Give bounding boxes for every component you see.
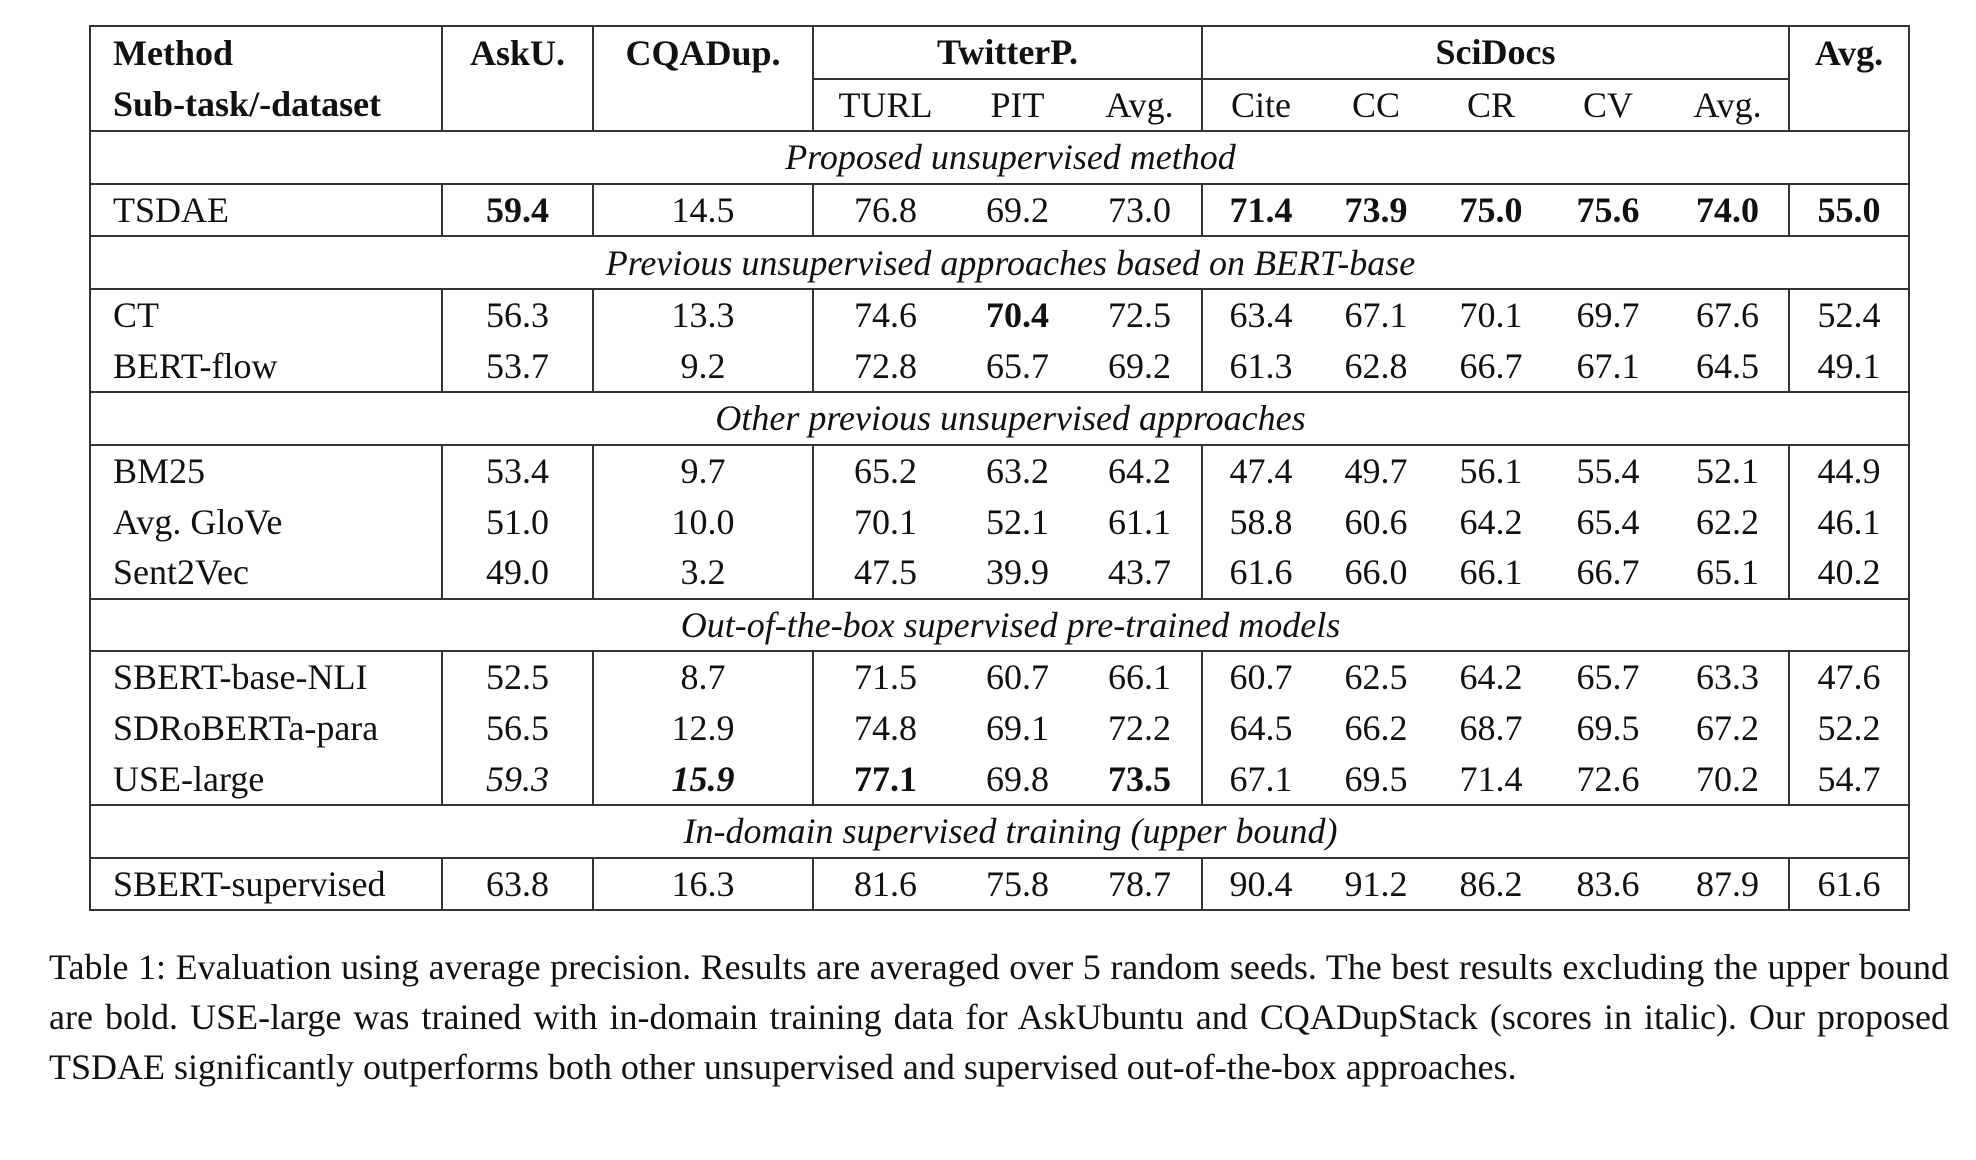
results-table [89,25,1910,911]
header-row-1 [90,26,1909,79]
method-name: BERT-flow [90,341,442,393]
score-cell: 66.0 [1319,547,1433,599]
section-header-row [90,236,1909,289]
section-header-row [90,392,1909,445]
method-name: USE-large [90,753,442,805]
score-cell: 76.8 [813,184,957,237]
table-row [90,703,1909,754]
score-cell: 49.7 [1344,451,1408,492]
score-cell: 67.1 [1344,295,1408,336]
score-cell: 61.6 [1789,858,1909,911]
header-row-2 [90,79,1909,132]
header-cite: Cite [1202,79,1319,132]
section-title: Proposed unsupervised method [90,131,1909,184]
score-cell: 52.5 [442,651,593,703]
score-cell: 60.7 [986,657,1049,698]
score-cell: 67.1 [1202,753,1319,805]
section-title: Other previous unsupervised approaches [90,392,1909,445]
score-cell: 53.4 [442,445,593,497]
method-name: SDRoBERTa-para [90,703,442,754]
table-row [90,184,1909,237]
score-cell: 60.7 [1229,657,1293,698]
section-header-row [90,599,1909,652]
header-twitter-avg: Avg. [1078,79,1202,132]
method-name: TSDAE [90,184,442,237]
score-cell: 12.9 [593,703,813,754]
score-cell: 59.3 [442,753,593,805]
score-cell: 51.0 [442,496,593,547]
section-title: Out-of-the-box supervised pre-trained models [90,599,1909,652]
score-cell: 66.1 [1078,651,1202,703]
table-caption: Table 1: Evaluation using average precision. Results are averaged over 5 random seeds. The best results excluding the upper bound are bold. USE-large was trained with in-domain training data for AskUbuntu and CQADupStack (scores in italic). Our proposed TSDAE significantly outperforms both other unsupervised and supervised out-of-the-box approaches. [49,947,1949,1087]
header-pit: PIT [957,79,1078,132]
section-header-row [90,805,1909,858]
score-cell: 78.7 [1078,858,1202,911]
score-cell: 71.5 [854,657,917,698]
score-cell: 72.2 [1078,703,1202,754]
header-cr: CR [1433,79,1549,132]
score-cell: 69.8 [957,753,1078,805]
score-cell: 46.1 [1789,496,1909,547]
score-cell: 62.2 [1667,496,1789,547]
score-cell: 56.1 [1459,451,1523,492]
score-cell: 40.2 [1789,547,1909,599]
score-cell: 55.0 [1789,184,1909,237]
score-cell: 86.2 [1433,858,1549,911]
score-cell: 69.7 [1576,295,1640,336]
score-cell: 69.2 [957,184,1078,237]
score-cell: 44.9 [1789,445,1909,497]
table-row [90,289,1909,341]
method-name: SBERT-supervised [90,858,442,911]
score-cell: 56.5 [442,703,593,754]
score-cell: 83.6 [1549,858,1667,911]
score-cell: 8.7 [593,651,813,703]
method-name: CT [90,289,442,341]
score-cell: 61.3 [1202,341,1319,393]
score-cell: 69.2 [1078,341,1202,393]
score-cell: 70.1 [1459,295,1523,336]
score-cell: 64.2 [1459,501,1523,542]
score-cell: 47.6 [1789,651,1909,703]
score-cell: 65.7 [957,341,1078,393]
score-cell: 75.6 [1549,184,1667,237]
score-cell: 74.6 [854,295,917,336]
score-cell: 72.6 [1549,753,1667,805]
score-cell: 67.2 [1667,703,1789,754]
header-cqadup: CQADup. [593,26,813,79]
score-cell: 61.1 [1078,496,1202,547]
score-cell: 52.2 [1789,703,1909,754]
table-row [90,445,1909,497]
table-row [90,651,1909,703]
header-method: Method [90,26,442,79]
score-cell: 64.5 [1667,341,1789,393]
score-cell: 14.5 [593,184,813,237]
score-cell: 73.0 [1078,184,1202,237]
header-twitterp: TwitterP. [813,26,1202,79]
score-cell: 69.5 [1319,753,1433,805]
method-name: Sent2Vec [90,547,442,599]
section-header-row [90,131,1909,184]
score-cell: 87.9 [1667,858,1789,911]
score-cell: 47.4 [1229,451,1293,492]
score-cell: 73.9 [1319,184,1433,237]
score-cell: 70.4 [986,295,1049,336]
score-cell: 64.5 [1229,708,1293,749]
score-cell: 63.8 [442,858,593,911]
score-cell: 15.9 [593,753,813,805]
score-cell: 75.8 [957,858,1078,911]
score-cell: 10.0 [593,496,813,547]
score-cell: 75.0 [1433,184,1549,237]
score-cell: 69.5 [1576,708,1640,749]
score-cell: 55.4 [1576,451,1640,492]
score-cell: 63.3 [1667,651,1789,703]
score-cell: 64.2 [1459,657,1523,698]
score-cell: 91.2 [1319,858,1433,911]
header-asku: AskU. [442,26,593,79]
header-scidocs-avg: Avg. [1667,79,1789,132]
table-row [90,341,1909,393]
header-cc: CC [1319,79,1433,132]
header-cv: CV [1549,79,1667,132]
score-cell: 52.4 [1789,289,1909,341]
table-row [90,753,1909,805]
score-cell: 54.7 [1789,753,1909,805]
header-avg: Avg. [1789,26,1909,79]
score-cell: 63.2 [986,451,1049,492]
score-cell: 52.1 [986,501,1049,542]
table-row [90,858,1909,911]
score-cell: 43.7 [1078,547,1202,599]
score-cell: 67.1 [1549,341,1667,393]
score-cell: 65.4 [1576,501,1640,542]
score-cell: 49.0 [442,547,593,599]
table-row [90,547,1909,599]
score-cell: 64.2 [1078,445,1202,497]
score-cell: 72.5 [1078,289,1202,341]
score-cell: 74.0 [1667,184,1789,237]
score-cell: 52.1 [1667,445,1789,497]
score-cell: 69.1 [986,708,1049,749]
score-cell: 63.4 [1229,295,1293,336]
score-cell: 70.2 [1667,753,1789,805]
score-cell: 68.7 [1459,708,1523,749]
score-cell: 71.4 [1202,184,1319,237]
method-name: SBERT-base-NLI [90,651,442,703]
score-cell: 66.7 [1433,341,1549,393]
method-name: Avg. GloVe [90,496,442,547]
score-cell: 9.2 [593,341,813,393]
score-cell: 58.8 [1229,501,1293,542]
score-cell: 71.4 [1433,753,1549,805]
score-cell: 62.5 [1344,657,1408,698]
score-cell: 66.7 [1549,547,1667,599]
score-cell: 65.2 [854,451,917,492]
section-title: Previous unsupervised approaches based on BERT-base [90,236,1909,289]
score-cell: 16.3 [593,858,813,911]
score-cell: 70.1 [854,501,917,542]
score-cell: 49.1 [1789,341,1909,393]
score-cell: 65.7 [1576,657,1640,698]
score-cell: 65.1 [1667,547,1789,599]
score-cell: 47.5 [813,547,957,599]
score-cell: 67.6 [1667,289,1789,341]
score-cell: 90.4 [1202,858,1319,911]
score-cell: 81.6 [813,858,957,911]
score-cell: 73.5 [1078,753,1202,805]
score-cell: 59.4 [442,184,593,237]
header-subtask: Sub-task/-dataset [90,79,442,132]
section-title: In-domain supervised training (upper bound) [90,805,1909,858]
score-cell: 62.8 [1319,341,1433,393]
header-turl: TURL [813,79,957,132]
score-cell: 77.1 [813,753,957,805]
header-scidocs: SciDocs [1202,26,1789,79]
method-name: BM25 [90,445,442,497]
score-cell: 74.8 [854,708,917,749]
score-cell: 61.6 [1202,547,1319,599]
score-cell: 3.2 [593,547,813,599]
score-cell: 13.3 [593,289,813,341]
score-cell: 39.9 [957,547,1078,599]
score-cell: 72.8 [813,341,957,393]
score-cell: 56.3 [442,289,593,341]
score-cell: 60.6 [1344,501,1408,542]
score-cell: 66.1 [1433,547,1549,599]
score-cell: 53.7 [442,341,593,393]
score-cell: 66.2 [1344,708,1408,749]
table-row [90,496,1909,547]
score-cell: 9.7 [593,445,813,497]
